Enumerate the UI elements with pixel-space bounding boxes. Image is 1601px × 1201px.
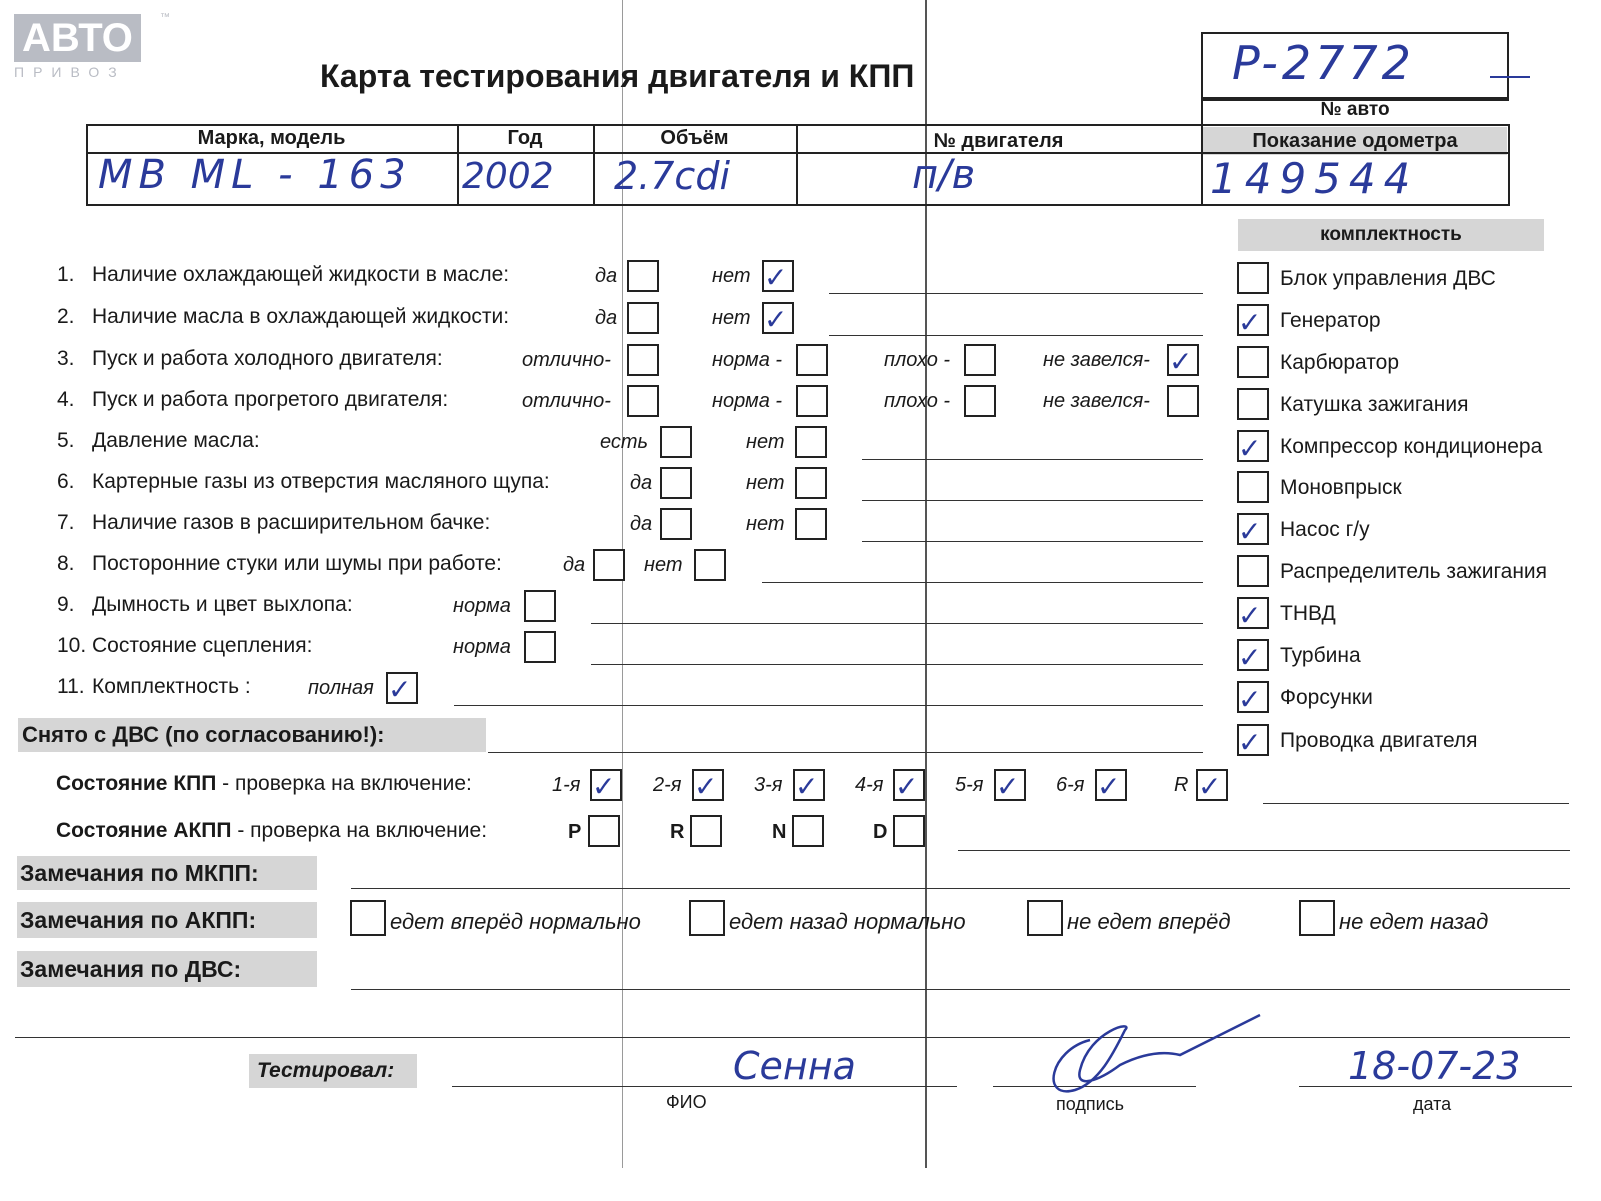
item-label: Наличие охлаждающей жидкости в масле: — [92, 263, 510, 286]
position-checkbox[interactable] — [588, 815, 620, 847]
item-label: Наличие газов в расширительном бачке: — [92, 511, 491, 534]
option-no-label: нет — [644, 554, 683, 576]
gear-label: 5-я — [955, 774, 984, 796]
akpp-label — [56, 819, 487, 843]
option-excellent-checkbox[interactable] — [627, 385, 659, 417]
akpp-option-checkbox[interactable] — [1299, 900, 1335, 936]
item-label: Дымность и цвет выхлопа: — [92, 593, 353, 616]
check-mark: ✓ — [1238, 432, 1262, 465]
kit-checkbox[interactable] — [1237, 555, 1269, 587]
option-no-label: нет — [746, 472, 785, 494]
check-mark: ✓ — [1169, 345, 1193, 378]
option-excellent-label: отлично- — [522, 390, 611, 412]
check-mark: ✓ — [996, 770, 1020, 803]
check-mark: ✓ — [1198, 770, 1222, 803]
option-yes-checkbox[interactable] — [593, 549, 625, 581]
tester-name-value: Сенна — [733, 1044, 856, 1088]
item-label: Состояние сцепления: — [92, 634, 313, 657]
option-normal-checkbox[interactable] — [796, 385, 828, 417]
kit-label: Насос г/у — [1280, 518, 1370, 541]
kit-label: Карбюратор — [1280, 351, 1400, 374]
position-label: P — [568, 821, 582, 843]
fio-line — [452, 1086, 957, 1087]
akpp-option-checkbox[interactable] — [350, 900, 386, 936]
kit-label: Генератор — [1280, 309, 1381, 332]
check-mark: ✓ — [1238, 683, 1262, 716]
remarks-dvs-line — [351, 989, 1570, 990]
check-mark: ✓ — [388, 673, 412, 706]
item-notes-line — [829, 335, 1203, 336]
remarks-mkpp-label: Замечания по МКПП: — [20, 860, 259, 886]
akpp-option-checkbox[interactable] — [689, 900, 725, 936]
item-number: 4. — [57, 388, 75, 411]
position-label: N — [772, 821, 787, 843]
signature-label: подпись — [1056, 1094, 1125, 1114]
kpp-label — [56, 772, 472, 796]
removed-notes-line — [488, 752, 1203, 753]
year-header: Год — [507, 127, 543, 149]
option-yes-checkbox[interactable] — [660, 508, 692, 540]
option-yes-label: да — [595, 307, 618, 329]
engine-no-value: п/в — [912, 152, 976, 198]
option-no-label: нет — [712, 307, 751, 329]
odometer-value: 149544 — [1210, 154, 1419, 203]
position-checkbox[interactable] — [792, 815, 824, 847]
akpp-option-label: едет вперёд нормально — [390, 909, 641, 934]
option-no-start-checkbox[interactable] — [1167, 385, 1199, 417]
option-no-label: нет — [746, 431, 785, 453]
kpp-label-rest: - проверка на включение: — [216, 772, 472, 795]
gear-label: 3-я — [754, 774, 783, 796]
item-number: 8. — [57, 552, 75, 575]
option-yes-label: да — [595, 265, 618, 287]
option-bad-label: плохо - — [884, 390, 951, 412]
item-notes-line — [862, 541, 1203, 542]
car-number-stroke — [1490, 76, 1530, 78]
item-number: 6. — [57, 470, 75, 493]
akpp-option-label: не едет вперёд — [1067, 909, 1231, 934]
option-yes-checkbox[interactable] — [627, 260, 659, 292]
item-number: 5. — [57, 429, 75, 452]
item-label: Наличие масла в охлаждающей жидкости: — [92, 305, 510, 328]
akpp-notes-line — [958, 850, 1570, 851]
car-number-label: № авто — [1320, 99, 1390, 120]
check-mark: ✓ — [1238, 599, 1262, 632]
kit-label: Распределитель зажигания — [1280, 560, 1548, 583]
item-label: Комплектность : — [92, 675, 251, 698]
option-no-checkbox[interactable] — [795, 508, 827, 540]
col-divider — [1201, 32, 1203, 206]
option-no-start-label: не завелся- — [1043, 349, 1150, 371]
kit-checkbox[interactable] — [1237, 471, 1269, 503]
item-notes-line — [762, 582, 1203, 583]
option-yes-checkbox[interactable] — [660, 467, 692, 499]
position-label: D — [873, 821, 888, 843]
akpp-label-bold: Состояние АКПП — [56, 819, 232, 842]
check-mark: ✓ — [1238, 726, 1262, 759]
option-yes-label: да — [563, 554, 586, 576]
item-label: Пуск и работа прогретого двигателя: — [92, 388, 449, 411]
check-mark: ✓ — [1238, 515, 1262, 548]
position-checkbox[interactable] — [893, 815, 925, 847]
logo-subtext: ПРИВОЗ — [14, 64, 126, 80]
kit-checkbox[interactable] — [1237, 388, 1269, 420]
kit-checkbox[interactable] — [1237, 346, 1269, 378]
option-normal-checkbox[interactable] — [524, 631, 556, 663]
kit-label: Турбина — [1280, 644, 1361, 667]
kit-label: ТНВД — [1280, 602, 1336, 625]
option-normal-label: норма - — [712, 349, 783, 371]
remarks-dvs-line-2 — [15, 1037, 1570, 1038]
check-mark: ✓ — [1238, 306, 1262, 339]
option-full-label: полная — [308, 677, 374, 699]
kpp-label-bold: Состояние КПП — [56, 772, 217, 795]
odometer-label: Показание одометра — [1252, 130, 1458, 152]
item-number: 9. — [57, 593, 75, 616]
fio-label: ФИО — [666, 1092, 707, 1112]
gear-label: R — [1174, 774, 1189, 796]
volume-value: 2.7cdi — [614, 154, 731, 198]
option-normal-checkbox[interactable] — [524, 590, 556, 622]
option-bad-label: плохо - — [884, 349, 951, 371]
option-bad-checkbox[interactable] — [964, 385, 996, 417]
item-label: Давление масла: — [92, 429, 260, 452]
option-normal-label: норма — [453, 595, 511, 617]
option-normal-label: норма - — [712, 390, 783, 412]
kit-checkbox[interactable] — [1237, 262, 1269, 294]
position-checkbox[interactable] — [690, 815, 722, 847]
kit-label: Моновпрыск — [1280, 476, 1402, 499]
item-number: 10. — [57, 634, 87, 657]
kpp-notes-line — [1263, 803, 1569, 804]
kit-label: Блок управления ДВС — [1280, 267, 1496, 290]
gear-label: 4-я — [855, 774, 884, 796]
option-bad-checkbox[interactable] — [964, 344, 996, 376]
kit-label: Катушка зажигания — [1280, 393, 1469, 416]
make-value: MB ML - 163 — [98, 152, 412, 198]
kit-title: комплектность — [1320, 224, 1462, 245]
akpp-option-label: едет назад нормально — [729, 909, 966, 934]
check-mark: ✓ — [1097, 770, 1121, 803]
item-notes-line — [591, 664, 1203, 665]
item-label: Картерные газы из отверстия масляного щупа: — [92, 470, 550, 493]
item-label: Посторонние стуки или шумы при работе: — [92, 552, 502, 575]
item-number: 2. — [57, 305, 75, 328]
option-no-checkbox[interactable] — [694, 549, 726, 581]
option-no-checkbox[interactable] — [795, 426, 827, 458]
option-yes-label: да — [630, 472, 653, 494]
remarks-mkpp-line — [351, 888, 1570, 889]
item-notes-line — [829, 293, 1203, 294]
kit-label: Форсунки — [1280, 686, 1373, 709]
item-notes-line — [862, 459, 1203, 460]
remarks-dvs-label: Замечания по ДВС: — [20, 956, 242, 982]
item-notes-line — [862, 500, 1203, 501]
option-no-label: нет — [712, 265, 751, 287]
check-mark: ✓ — [694, 770, 718, 803]
check-mark: ✓ — [764, 303, 788, 336]
tested-label: Тестировал: — [257, 1059, 395, 1082]
make-header: Марка, модель — [197, 127, 346, 149]
gear-label: 6-я — [1056, 774, 1085, 796]
check-mark: ✓ — [895, 770, 919, 803]
logo — [14, 12, 170, 80]
volume-header: Объём — [660, 127, 729, 149]
logo-text: АВТО — [14, 14, 141, 62]
option-no-start-label: не завелся- — [1043, 390, 1150, 412]
akpp-option-label: не едет назад — [1339, 909, 1489, 934]
item-number: 3. — [57, 347, 75, 370]
page-bottom-margin — [0, 1168, 1601, 1201]
year-value: 2002 — [462, 156, 554, 197]
gear-label: 2-я — [653, 774, 682, 796]
item-number: 1. — [57, 263, 75, 286]
option-no-label: нет — [746, 513, 785, 535]
date-value: 18-07-23 — [1348, 1044, 1521, 1088]
position-label: R — [670, 821, 685, 843]
date-label: дата — [1413, 1094, 1452, 1114]
page-title: Карта тестирования двигателя и КПП — [320, 58, 915, 94]
option-yes-checkbox[interactable] — [660, 426, 692, 458]
item-notes-line — [454, 705, 1203, 706]
option-yes-checkbox[interactable] — [627, 302, 659, 334]
logo-trademark: ™ — [160, 12, 170, 23]
check-mark: ✓ — [795, 770, 819, 803]
engine-no-header: № двигателя — [933, 130, 1064, 152]
item-number: 7. — [57, 511, 75, 534]
car-number-divider — [1201, 99, 1509, 101]
kit-label: Проводка двигателя — [1280, 729, 1478, 752]
item-number: 11. — [57, 675, 85, 698]
remarks-akpp-label: Замечания по АКПП: — [20, 907, 257, 933]
removed-label: Снято с ДВС (по согласованию!): — [22, 722, 385, 747]
option-normal-label: норма — [453, 636, 511, 658]
option-no-checkbox[interactable] — [795, 467, 827, 499]
item-notes-line — [591, 623, 1203, 624]
option-excellent-label: отлично- — [522, 349, 611, 371]
check-mark: ✓ — [592, 770, 616, 803]
akpp-option-checkbox[interactable] — [1027, 900, 1063, 936]
gear-label: 1-я — [552, 774, 581, 796]
car-number-value: P-2772 — [1232, 36, 1415, 90]
akpp-label-rest: - проверка на включение: — [231, 819, 488, 842]
option-normal-checkbox[interactable] — [796, 344, 828, 376]
item-label: Пуск и работа холодного двигателя: — [92, 347, 443, 370]
option-yes-label: есть — [600, 431, 649, 453]
check-mark: ✓ — [764, 261, 788, 294]
check-mark: ✓ — [1238, 641, 1262, 674]
option-yes-label: да — [630, 513, 653, 535]
kit-label: Компрессор кондиционера — [1280, 435, 1543, 458]
option-excellent-checkbox[interactable] — [627, 344, 659, 376]
